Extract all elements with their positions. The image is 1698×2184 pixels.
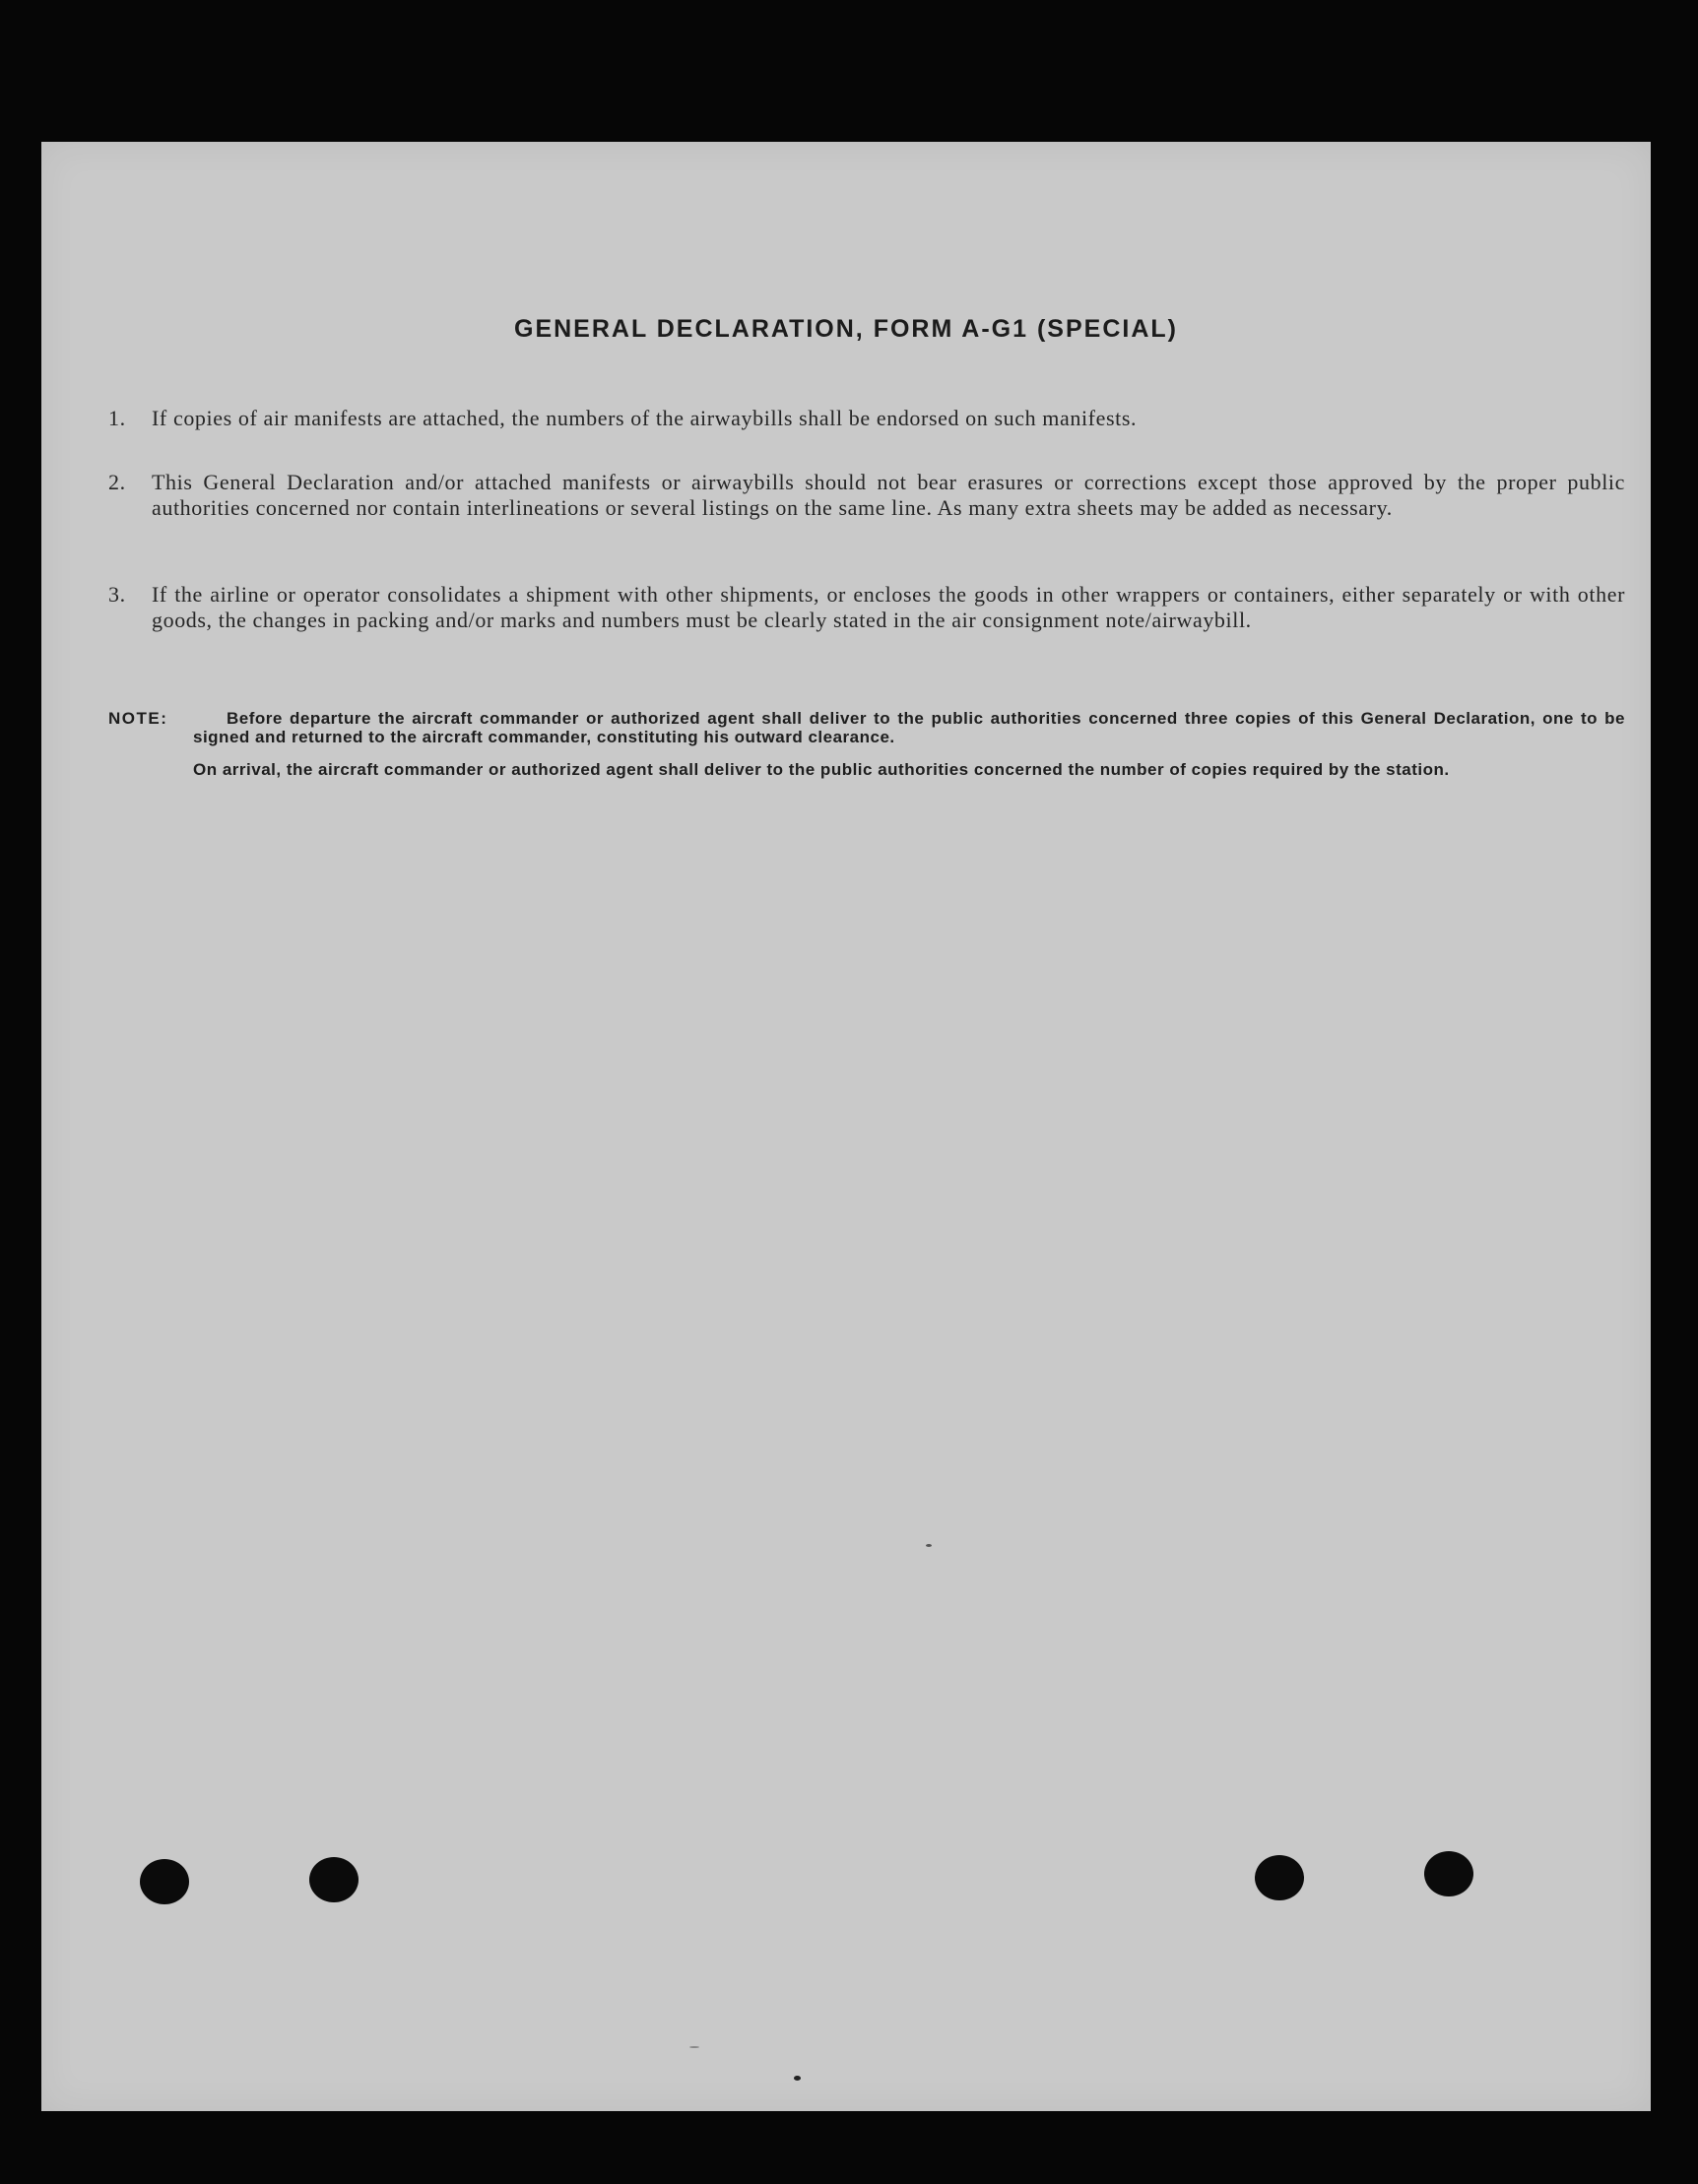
dust-speck bbox=[926, 1544, 932, 1547]
item-text: If copies of air manifests are attached, the numbers of the airwaybills shall be endorsed on such manifests. bbox=[152, 406, 1138, 430]
note-label: NOTE: bbox=[108, 709, 168, 728]
note-paragraph-departure: Before departure the aircraft commander or authorized agent shall deliver to the public authorities concerned three copies of this General Declaration, one to be signed and returned to the aircraft commander, constituting his outward clearance. bbox=[193, 709, 1625, 746]
note-paragraph-arrival: On arrival, the aircraft commander or authorized agent shall deliver to the public authorities concerned the number of copies required by the station. bbox=[193, 760, 1450, 779]
dust-speck bbox=[794, 2076, 801, 2081]
item-number: 1. bbox=[108, 406, 126, 430]
item-text: This General Declaration and/or attached manifests or airwaybills should not bear erasures or corrections except those approved by the proper public authorities concerned nor contain interlineations or several listings on the same line. As many extra sheets may be added as necessary. bbox=[152, 470, 1625, 520]
punch-hole bbox=[309, 1857, 359, 1902]
item-number: 2. bbox=[108, 470, 126, 494]
punch-hole bbox=[140, 1859, 189, 1904]
punch-hole bbox=[1255, 1855, 1304, 1900]
page-title: GENERAL DECLARATION, FORM A-G1 (SPECIAL) bbox=[514, 315, 1178, 343]
dust-speck bbox=[689, 2046, 699, 2048]
punch-hole bbox=[1424, 1851, 1473, 1896]
document-page bbox=[41, 142, 1651, 2111]
item-number: 3. bbox=[108, 582, 126, 607]
item-text: If the airline or operator consolidates a shipment with other shipments, or encloses the goods in other wrappers or containers, either separately or with other goods, the changes in packing and/or marks and numbers must be clearly stated in the air consignment note/airwaybill. bbox=[152, 582, 1625, 632]
